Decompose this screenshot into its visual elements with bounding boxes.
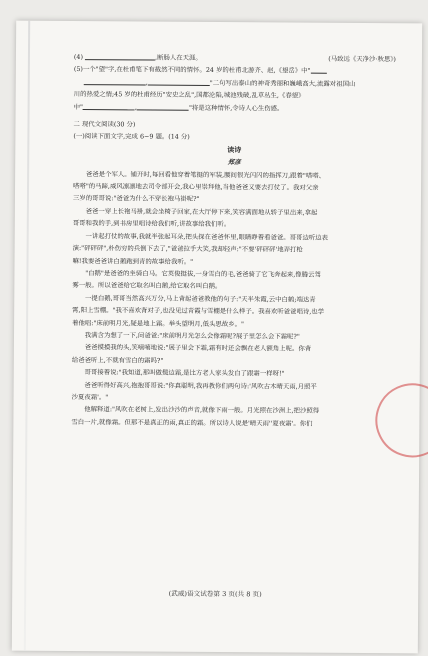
question-5-line-1: (5)一个"望"字,在杜甫笔下有截然不同的情怀。24 岁的杜甫北游齐、赵,《望岳》中" xyxy=(74,63,396,78)
passage-line: 雾一般。所以爸爸给它取名叫白鹅,给它取名叫白鹅。 xyxy=(72,281,222,291)
passage-line: 嘛!我要爸爸讲白鹅跑到青的故事给我听。" xyxy=(72,256,194,266)
question-4-text: ,断肠人在天涯。 xyxy=(155,53,202,62)
question-5-line-3: 川的热爱之情;45 岁的杜甫经历"安史之乱",国都沦陷,城池残破,乱草丛生,《春望》 xyxy=(73,90,305,100)
page-footer: (武威)语文试卷第 3 页(共 8 页) xyxy=(168,589,262,599)
passage-author: 郑彦 xyxy=(227,158,241,167)
passage-line: 一讲起打仗的故事,我就半张起耳朵,把头探在爸爸怀里,眼睛睁着看爸爸。哥哥边听边表 xyxy=(72,231,329,242)
passage-title: 读诗 xyxy=(227,144,242,155)
answer-blank[interactable] xyxy=(137,101,189,110)
passage-line: 霄,阳上雪棚。"我不喜欢背对子,也没见过青霞与雪棚是什么样子。我喜欢听爸爸唱诗,也学 xyxy=(72,306,325,316)
passage-line: 嗒嗒"的马蹄,威风凛凛地去司令部开会,我心里崇拜他,当他爸爸又要去打仗了。我对父亲 xyxy=(73,182,319,192)
passage-line: 爸爸听得好高兴,抱抱哥哥说:"你真聪明,我再教你们两句诗:'风吹古木晴天雨,月照平 xyxy=(71,380,317,391)
passage-line: "白鹅"是爸爸的坐骑白马。它英俊挺拔,一身雪白的毛,爸爸骑了它飞奔起来,像腾云驾 xyxy=(72,268,321,279)
question-4-source: (马致远《天净沙·秋思》) xyxy=(328,54,396,64)
passage-line: 着他唱:"床前明月光,疑是地上霜。举头望明月,低头思故乡。" xyxy=(72,318,244,328)
answer-blank[interactable] xyxy=(85,51,155,60)
passage-line: 三岁的哥哥说:"爸爸为什么不穿长袍马褂呢?" xyxy=(72,194,200,204)
exam-sheet xyxy=(12,21,422,654)
answer-blank[interactable] xyxy=(310,65,326,74)
passage-line: 哥哥和我的手,到书房里唱诗给我们听,讲故事给我们听。 xyxy=(72,219,231,229)
section-heading: 二 现代文阅读(30 分) xyxy=(73,120,136,129)
passage-line: 演:"砰砰砰",朴伤穷的兵倒下去了,"爸爸拉手大笑,我却轻声:"不要'砰砰砰'地弄打枪 xyxy=(72,244,303,254)
passage-line: 哥哥接着说:"我知道,那叫做鬓边霜,是比方老人家头发白了跟霜一样呀!" xyxy=(71,368,285,378)
passage-line: 雪白一片,就像霜。但那不是真正的雨,真正的霜。所以诗人说是'晴天雨''夏夜霜'。你们 xyxy=(71,417,313,428)
page-fold-shadow xyxy=(24,21,30,651)
answer-blank[interactable] xyxy=(84,76,146,85)
passage-line: 爸爸一穿上长袍马褂,就会坐椅子回家,在大厅停下来,笑容满面地从轿子里出来,拿起 xyxy=(72,206,318,217)
passage-line: 爸爸是个军人。铺开时,每回看他穿着笔挺的军装,腰间很光闪闪的指挥刀,跟着"嗒嗒、 xyxy=(73,169,326,180)
page-content xyxy=(71,51,396,430)
passage-line: 沙夏夜霜'。" xyxy=(71,392,109,402)
passage-line: 给爸爸听上,不就有雪白的霜吗?" xyxy=(71,355,164,365)
answer-blank[interactable] xyxy=(83,101,135,110)
question-5-line-4: 中" , "将是这种情怀,令诗人心生伤感。 xyxy=(73,102,284,113)
question-5-line-2: , "二句写出泰山的神奇秀丽和巍峨高大,流露对祖国山 xyxy=(74,76,396,91)
subsection-heading: (一)阅读下面文字,完成 6~9 题。(14 分) xyxy=(73,132,190,142)
passage-line: 一提白鹅,哥哥当然高兴万分,马上背起爸爸教他的句子:"天半朱霞,云中白鹤;端达青 xyxy=(72,293,316,304)
passage-body xyxy=(71,168,395,431)
passage-line: 我满含为想了一下,问爸爸:"床前明月光怎么会像霜呢?展子里怎么会下霜呢?" xyxy=(71,330,300,341)
question-4-number: (4) xyxy=(73,52,84,62)
passage-line: 爸爸摸摸我的头,笑嘻嘻地说:"展子里会下霜,霜有时还会飘在老人额角上呢。你背 xyxy=(71,343,312,354)
answer-blank[interactable] xyxy=(148,76,210,85)
passage-line: 他解释道:"风吹在老树上,发出沙沙的声音,就像下雨一般。月光照在沙洲上,把沙照得 xyxy=(71,405,320,416)
